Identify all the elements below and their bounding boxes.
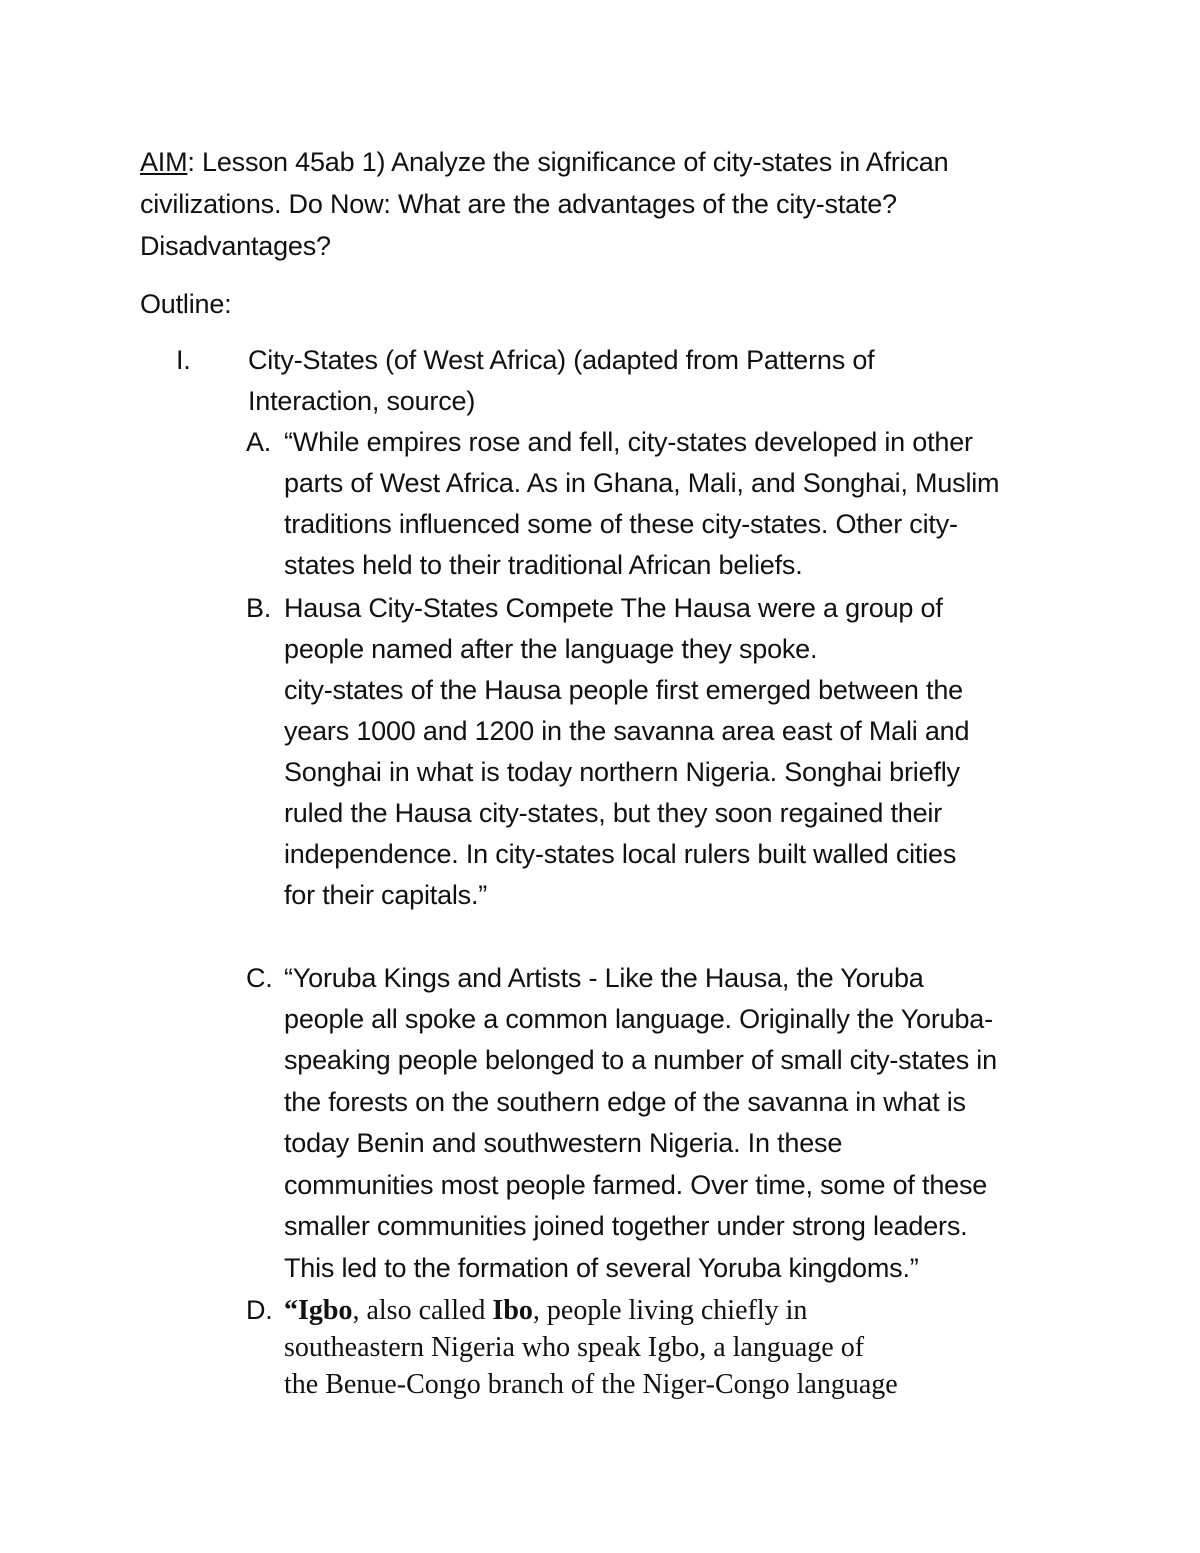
item-b-line: independence. In city-states local rulers built walled cities bbox=[284, 839, 957, 869]
item-b-line: for their capitals.” bbox=[284, 880, 488, 910]
item-b-line: Hausa City-States Compete The Hausa were a group of bbox=[284, 593, 943, 623]
item-d-text: , also called bbox=[352, 1295, 493, 1326]
ibo-term: Ibo bbox=[492, 1295, 533, 1326]
item-d-text: , people living chiefly in bbox=[532, 1295, 808, 1326]
igbo-term: “Igbo bbox=[284, 1295, 353, 1326]
item-c-line: speaking people belonged to a number of small city-states in bbox=[284, 1045, 997, 1075]
item-d-line bbox=[284, 1290, 807, 1331]
aim-line-2: civilizations. Do Now: What are the advantages of the city-state? bbox=[140, 189, 897, 219]
section-marker: I. bbox=[176, 345, 191, 375]
item-a-line: traditions influenced some of these city-states. Other city- bbox=[284, 509, 958, 539]
item-c-line: “Yoruba Kings and Artists - Like the Hausa, the Yoruba bbox=[284, 963, 924, 993]
item-b-marker: B. bbox=[246, 593, 272, 623]
section-title-line: Interaction, source) bbox=[248, 386, 476, 416]
item-b-line: Songhai in what is today northern Nigeria. Songhai briefly bbox=[284, 757, 960, 787]
item-d-marker: D. bbox=[246, 1295, 273, 1325]
item-c-line: the forests on the southern edge of the savanna in what is bbox=[284, 1087, 966, 1117]
item-b-line: people named after the language they spoke. bbox=[284, 634, 818, 664]
item-c-line: This led to the formation of several Yoruba kingdoms.” bbox=[284, 1253, 919, 1283]
aim-text: : Lesson 45ab 1) Analyze the significance of city-states in African bbox=[187, 147, 949, 177]
item-c-line: smaller communities joined together under strong leaders. bbox=[284, 1211, 968, 1241]
item-c-line: communities most people farmed. Over time, some of these bbox=[284, 1170, 988, 1200]
item-a-marker: A. bbox=[246, 427, 272, 457]
item-c-line: people all spoke a common language. Originally the Yoruba- bbox=[284, 1004, 993, 1034]
item-d-line: the Benue-Congo branch of the Niger-Congo language bbox=[284, 1369, 898, 1400]
section-title-line: City-States (of West Africa) (adapted from Patterns of bbox=[248, 345, 875, 375]
item-d-line: southeastern Nigeria who speak Igbo, a language of bbox=[284, 1332, 865, 1363]
item-a-line: states held to their traditional African beliefs. bbox=[284, 550, 803, 580]
item-a-line: “While empires rose and fell, city-states developed in other bbox=[284, 427, 973, 457]
aim-label: AIM bbox=[140, 147, 188, 177]
item-b-line: ruled the Hausa city-states, but they soon regained their bbox=[284, 798, 942, 828]
item-a-line: parts of West Africa. As in Ghana, Mali, and Songhai, Muslim bbox=[284, 468, 1000, 498]
item-c-marker: C. bbox=[246, 963, 273, 993]
aim-line-1 bbox=[140, 142, 948, 183]
item-b-line: years 1000 and 1200 in the savanna area east of Mali and bbox=[284, 716, 970, 746]
item-b-line: city-states of the Hausa people first emerged between the bbox=[284, 675, 963, 705]
outline-heading: Outline: bbox=[140, 289, 232, 319]
aim-line-3: Disadvantages? bbox=[140, 231, 331, 261]
item-c-line: today Benin and southwestern Nigeria. In these bbox=[284, 1128, 843, 1158]
